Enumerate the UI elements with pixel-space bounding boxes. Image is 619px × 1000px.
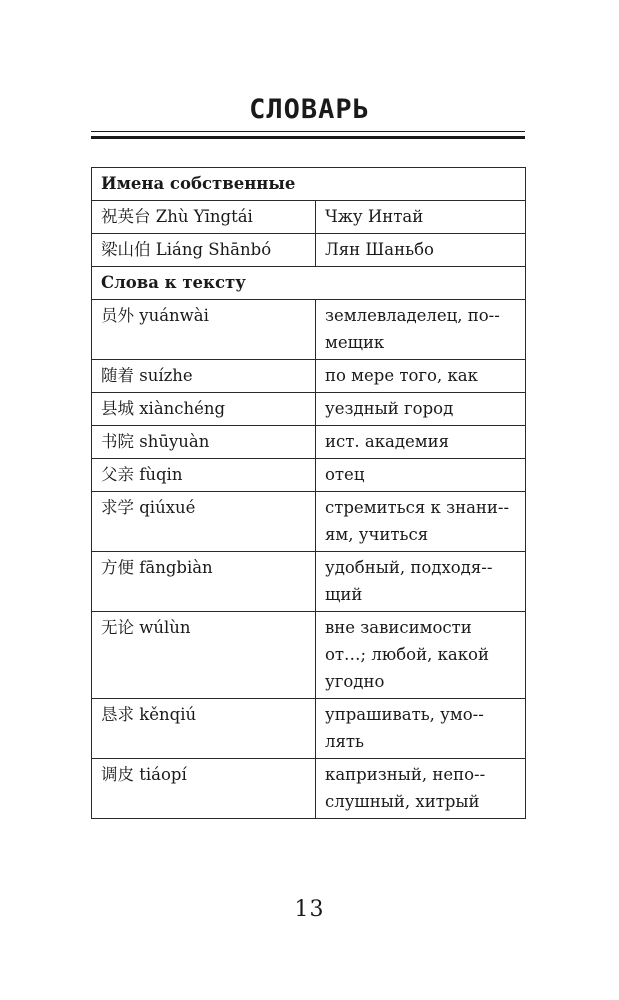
translation-cell: Лян Шаньбо	[316, 234, 526, 267]
section-header: Слова к тексту	[92, 267, 526, 300]
term-cell: 随着 suízhe	[92, 360, 316, 393]
table-row	[92, 360, 526, 393]
header-rule-thin	[91, 131, 525, 132]
table-row	[92, 393, 526, 426]
translation-cell: удобный, подходя-щий	[316, 552, 526, 612]
translation-cell: землевладелец, по-мещик	[316, 300, 526, 360]
term-cell: 县城 xiànchéng	[92, 393, 316, 426]
translation-cell: Чжу Интай	[316, 201, 526, 234]
table-row	[92, 234, 526, 267]
term-cell: 求学 qiúxué	[92, 492, 316, 552]
section-header-row	[92, 267, 526, 300]
page-title: СЛОВАРЬ	[249, 94, 370, 125]
translation-cell: вне зависимости от…; любой, какой угодно	[316, 612, 526, 699]
table-row	[92, 612, 526, 699]
term-cell: 调皮 tiáopí	[92, 759, 316, 819]
translation-cell: уездный город	[316, 393, 526, 426]
table-row	[92, 201, 526, 234]
vocabulary-table-body	[92, 168, 526, 819]
translation-cell: капризный, непо-слушный, хитрый	[316, 759, 526, 819]
translation-cell: стремиться к знани-ям, учиться	[316, 492, 526, 552]
table-row	[92, 699, 526, 759]
table-row	[92, 759, 526, 819]
term-cell: 方便 fāngbiàn	[92, 552, 316, 612]
table-row	[92, 300, 526, 360]
header-rule-thick	[91, 136, 525, 139]
term-cell: 祝英台 Zhù Yīngtái	[92, 201, 316, 234]
section-header-row	[92, 168, 526, 201]
section-header: Имена собственные	[92, 168, 526, 201]
table-row	[92, 459, 526, 492]
translation-cell: упрашивать, умо-лять	[316, 699, 526, 759]
vocabulary-table	[91, 167, 526, 819]
translation-cell: отец	[316, 459, 526, 492]
term-cell: 恳求 kěnqiú	[92, 699, 316, 759]
table-row	[92, 552, 526, 612]
translation-cell: по мере того, как	[316, 360, 526, 393]
table-row	[92, 492, 526, 552]
term-cell: 无论 wúlùn	[92, 612, 316, 699]
page-number: 13	[294, 897, 325, 922]
term-cell: 书院 shūyuàn	[92, 426, 316, 459]
term-cell: 员外 yuánwài	[92, 300, 316, 360]
term-cell: 父亲 fùqin	[92, 459, 316, 492]
term-cell: 梁山伯 Liáng Shānbó	[92, 234, 316, 267]
table-row	[92, 426, 526, 459]
translation-cell: ист. академия	[316, 426, 526, 459]
